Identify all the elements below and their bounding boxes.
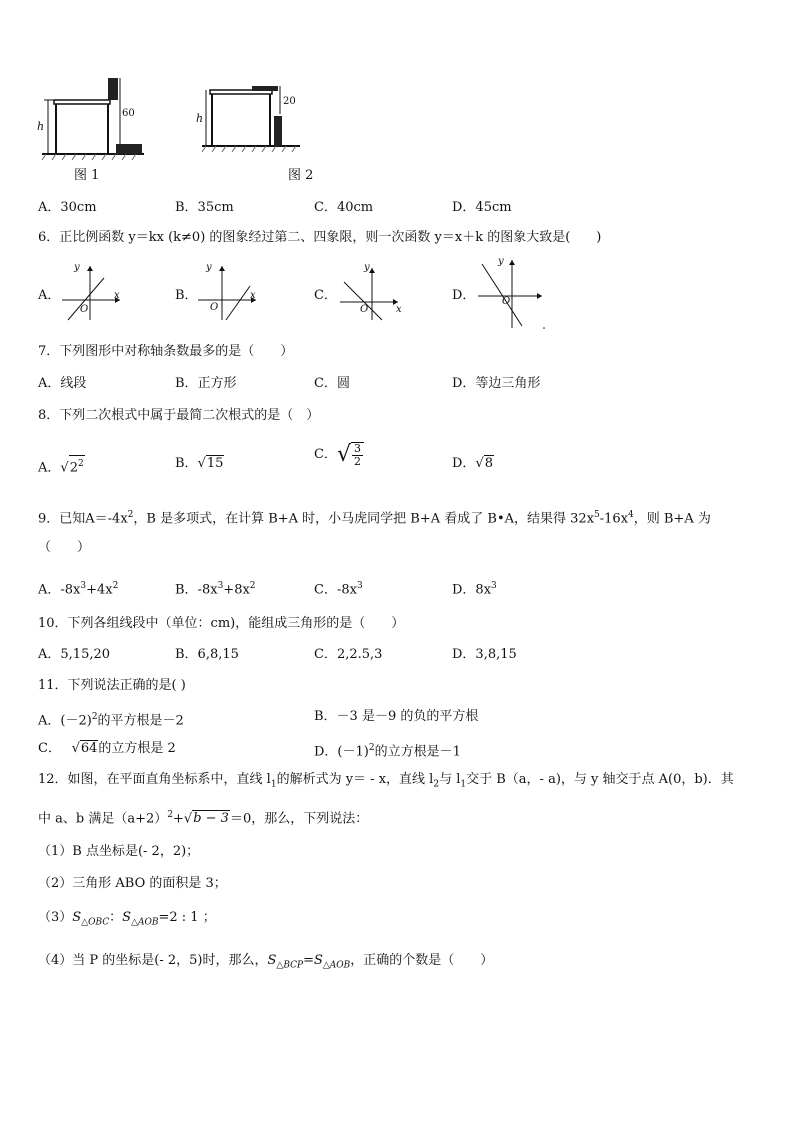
q6c-origin-label: O [360,304,369,315]
q11-option-c: C． √64的立方根是 2 [38,741,176,756]
q8-option-a-label: A． [38,460,61,476]
figure-2 [196,84,306,154]
q6-option-d-label: D． [452,288,476,303]
q11-c-radicand: 64 [80,741,98,756]
q12-statement-3 [38,910,216,931]
q12-l1-sub2: 2 [433,779,440,790]
q6a-origin-label: O [80,304,89,315]
q8-option-c: C．√ $\frac{3}{2}$ [314,442,364,468]
q9-exp3: 4 [628,510,634,520]
q9-b-exp2: 2 [249,581,256,591]
q9-a-exp1: 3 [80,581,87,591]
q12-l1-part1: 12．如图，在平面直角坐标系中，直线 l [38,772,271,787]
q6b-origin-label: O [210,302,219,313]
q12-l1-sub3: 1 [460,779,467,790]
q12-l2-part1: 中 a、b 满足（a+2） [38,811,168,827]
q6-option-a-label: A． [38,288,61,303]
q10-option-d: D．3,8,15 [452,647,517,662]
q6-graph-b [196,262,260,322]
q9-exp1: 2 [127,510,134,520]
q8-a-exponent: 2 [77,459,84,469]
q12-l2-radicand: b − 3 [193,811,229,827]
q8-d-radicand: 8 [484,456,494,471]
fig1-h-label: h [37,120,45,133]
q6b-y-axis-label: y [206,262,212,273]
fig1-caption: 图 1 [74,168,100,183]
q8-a-radicand: 2 [69,460,78,476]
q12-s4-S2-sub: △AOB [322,960,351,971]
q12-s4-eq: = [303,953,314,968]
q12-s4-prefix: （4）当 P 的坐标是(- 2，5)时，那么， [38,953,268,968]
q8-c-numerator: 3 [353,442,361,455]
q12-s4-S1: S [267,953,277,968]
q12-s3-suffix: =2 : 1 ； [158,910,216,925]
q7-option-a: A．线段 [38,376,87,391]
q12-l1-part3: 与 l [439,772,461,787]
q12-stem-line1 [38,772,734,793]
q12-l2-plus: + [173,811,184,827]
q6d-origin-label: O [502,296,511,307]
q12-stem-line2: 中 a、b 满足$(a+2)^2+√b - 3=0$，那么，下列说法： [38,810,369,827]
q9-stem [38,507,711,527]
q11-option-b: B．－3 是－9 的负的平方根 [314,709,479,724]
q12-s3-S1: S [72,910,82,925]
q6a-y-axis-label: y [74,262,80,273]
q9-c-part1: C．-8x [314,582,357,598]
q12-s4-S1-sub: △BCP [276,960,304,971]
q8-stem: 8．下列二次根式中属于最简二次根式的是（ ） [38,408,320,423]
q10-option-a: A．5,15,20 [38,647,111,662]
q9-a-part2: +4x [86,582,113,598]
q12-statement-1: （1）B 点坐标是(- 2，2)； [38,844,200,859]
q8-option-b: B．√15 [175,456,224,471]
q6b-x-axis-label: x [250,290,256,301]
q9-a-exp2: 2 [112,581,119,591]
q5-option-a: A．30cm [38,200,97,215]
q11-d-part1: D．(－1) [314,744,369,760]
q11-d-exp: 2 [368,743,375,753]
q11-stem: 11．下列说法正确的是( ) [38,678,186,693]
q12-s4-S2: S [313,953,323,968]
q10-stem: 10．下列各组线段中（单位：cm)，能组成三角形的是（ ） [38,616,405,631]
fig2-caption: 图 2 [288,168,314,183]
q9-a-part1: A．-8x [38,582,81,598]
q11-option-d [314,740,461,760]
q5-option-b: B．35cm [175,200,234,215]
q9-d-exp1: 3 [491,581,497,591]
q9-c-exp1: 3 [356,581,363,591]
q12-s4-suffix: ，正确的个数是（ ） [350,953,494,968]
q8-option-d-label: D． [452,456,476,471]
q6-option-c-label: C． [314,288,337,303]
q9-option-b [175,578,256,598]
q7-option-c: C．圆 [314,376,350,391]
q8-b-radicand: 15 [206,456,224,471]
q12-s3-S1-sub: △OBC [81,917,110,928]
q12-l1-part4: 交于 B（a，- a)，与 y 轴交于点 A(0，b)．其 [466,772,734,787]
q9-stem-part4: ，则 B+A 为 [633,511,711,527]
q12-s3-S2-sub: △AOB [131,917,159,928]
q9-b-part2: +8x [223,582,250,598]
figure-1 [36,76,156,162]
q12-l1-sub1: 1 [270,779,277,790]
q6c-x-axis-label: x [396,304,402,315]
q11-option-a [38,709,184,729]
q10-option-c: C．2,2.5,3 [314,647,383,662]
q8-c-denominator: 2 [353,455,361,468]
q12-statement-2: （2）三角形 ABO 的面积是 3； [38,876,227,891]
q9-exp2: 5 [594,510,600,520]
q11-c-label: C． [38,741,55,756]
q8-a-radical [69,455,85,476]
q6c-y-axis-label: y [364,262,370,273]
q11-d-part2: 的立方根是－1 [374,744,461,760]
q12-l2-part2: ＝0，那么，下列说法： [229,811,369,827]
q5-option-c: C．40cm [314,200,374,215]
q6-graph-a [60,262,124,322]
q9-stem-part1: 9．已知A＝-4x [38,511,128,527]
q10-option-b: B．6,8,15 [175,647,239,662]
q9-d-part1: D．8x [452,582,492,598]
q9-answer-paren: （ ） [38,540,91,555]
q6-graph-c [338,262,402,322]
q8-option-b-label: B． [175,456,198,471]
fig2-dim-label: 20 [283,96,296,107]
q12-s3-S2: S [122,910,132,925]
q11-a-part2: 的平方根是－2 [97,713,184,729]
q9-stem-part3: -16x [599,511,629,527]
q6-option-b-label: B． [175,288,198,303]
q11-a-part1: A．(－2) [38,713,92,729]
q11-c-part2: 的立方根是 2 [98,741,176,756]
q12-l2-exp: 2 [167,810,173,820]
q7-option-d: D．等边三角形 [452,376,541,391]
q12-l1-part2: 的解析式为 y＝ - x，直线 l [276,772,434,787]
q5-option-d: D．45cm [452,200,512,215]
q9-option-a [38,578,118,598]
q12-s3-colon: ： [109,910,123,925]
q6a-x-axis-label: x [114,290,120,301]
q8-c-fraction [351,442,364,468]
q8-option-a: A．$√2^2$ [38,455,85,476]
q9-b-exp1: 3 [217,581,224,591]
fig2-h-label: h [196,112,204,125]
q8-option-c-label: C． [314,447,337,462]
q9-b-part1: B．-8x [175,582,218,598]
q11-a-exp: 2 [91,712,98,722]
q9-option-d [452,578,497,598]
q7-option-b: B．正方形 [175,376,237,391]
fig1-dim-label: 60 [122,108,135,119]
q8-option-d: D．√8 [452,456,494,471]
q6d-y-axis-label: y [498,256,504,267]
q7-stem: 7．下列图形中对称轴条数最多的是（ ） [38,344,294,359]
q6-stem: 6．正比例函数 y＝kx (k≠0) 的图象经过第二、四象限，则一次函数 y＝x＋k 的图象大致是( ) [38,230,602,245]
q12-s3-prefix: （3） [38,910,73,925]
q9-option-c [314,578,363,598]
q12-statement-4 [38,953,493,974]
q9-stem-part2: ，B 是多项式，在计算 B+A 时，小马虎同学把 B+A 看成了 B•A，结果得 32x [133,511,595,527]
q6-graph-d [476,256,548,332]
